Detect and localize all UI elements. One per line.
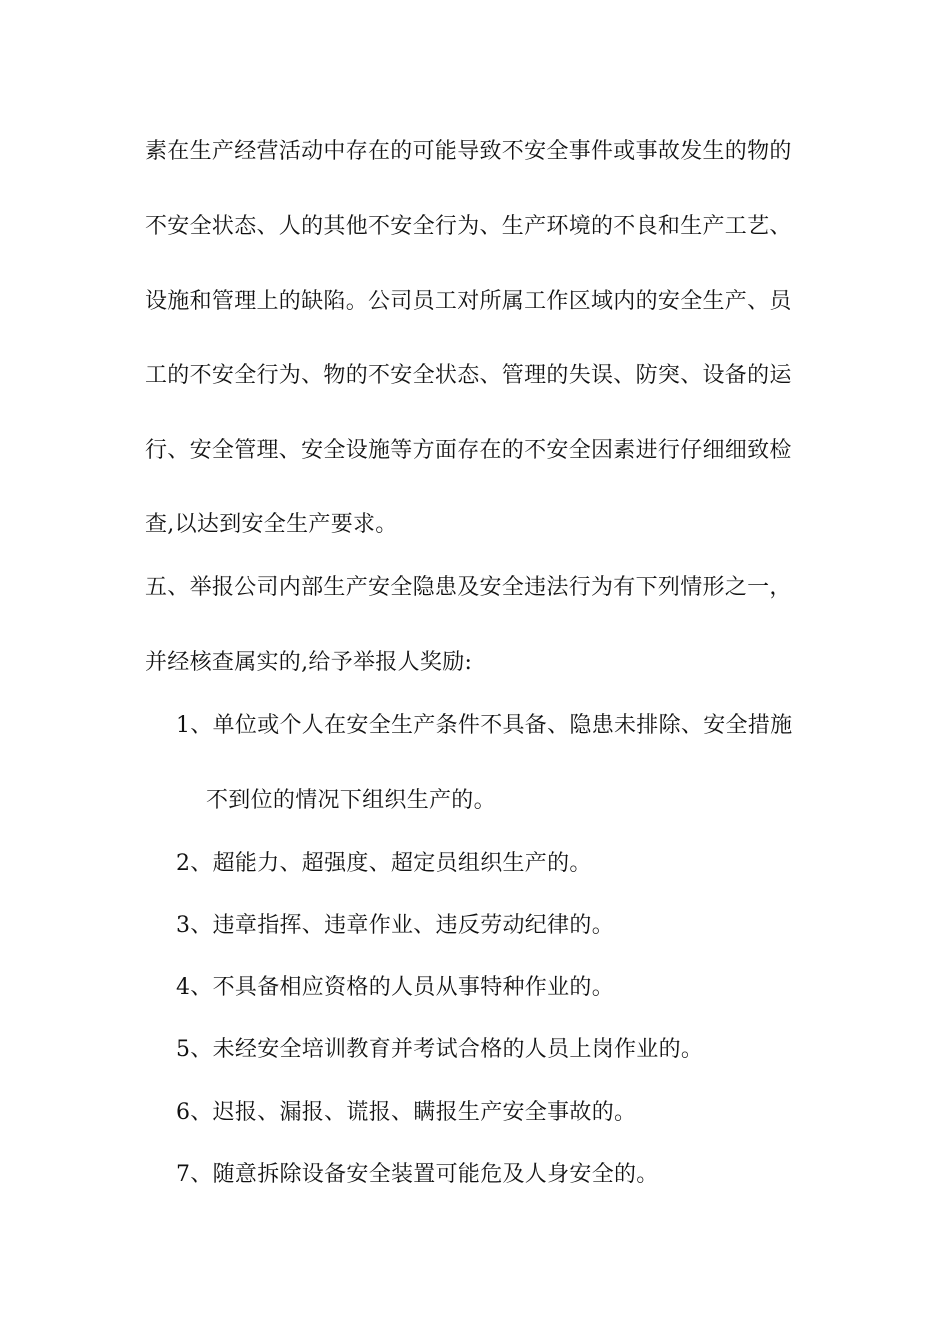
list-item: 2、超能力、超强度、超定员组织生产的。 (176, 851, 592, 876)
paragraph-line: 设施和管理上的缺陷。公司员工对所属工作区域内的安全生产、员 (145, 289, 792, 314)
section-heading-line: 并经核查属实的,给予举报人奖励: (145, 650, 473, 675)
list-item: 6、迟报、漏报、谎报、瞒报生产安全事故的。 (176, 1100, 637, 1125)
list-item: 1、单位或个人在安全生产条件不具备、隐患未排除、安全措施 (176, 713, 793, 738)
list-item: 3、违章指挥、违章作业、违反劳动纪律的。 (176, 913, 614, 938)
paragraph-line: 工的不安全行为、物的不安全状态、管理的失误、防突、设备的运 (145, 363, 792, 388)
list-item: 7、随意拆除设备安全装置可能危及人身安全的。 (176, 1162, 659, 1187)
paragraph-line: 素在生产经营活动中存在的可能导致不安全事件或事故发生的物的 (145, 139, 792, 164)
list-item: 4、不具备相应资格的人员从事特种作业的。 (176, 975, 614, 1000)
list-item: 5、未经安全培训教育并考试合格的人员上岗作业的。 (176, 1037, 704, 1062)
list-item-continuation: 不到位的情况下组织生产的。 (206, 788, 496, 813)
paragraph-line: 查,以达到安全生产要求。 (145, 512, 398, 537)
paragraph-line: 不安全状态、人的其他不安全行为、生产环境的不良和生产工艺、 (145, 214, 792, 239)
paragraph-line: 行、安全管理、安全设施等方面存在的不安全因素进行仔细细致检 (145, 438, 792, 463)
section-heading-line: 五、举报公司内部生产安全隐患及安全违法行为有下列情形之一， (145, 575, 792, 600)
